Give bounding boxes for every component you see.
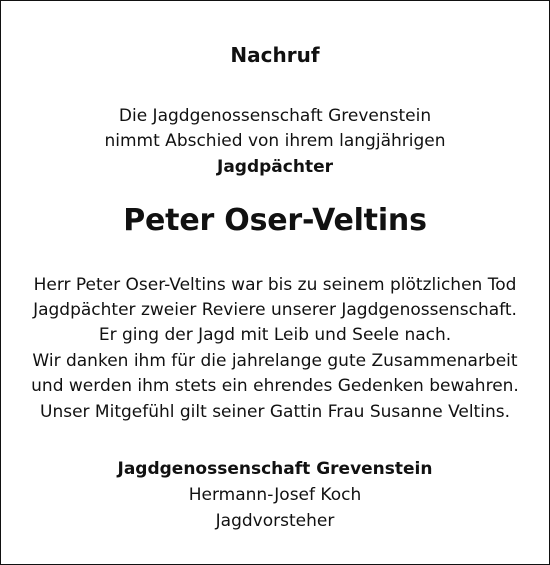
signature-role: Jagdvorsteher <box>215 511 335 531</box>
intro-line-farewell: nimmt Abschied von ihrem langjährigen <box>104 131 446 151</box>
body-line-6: Unser Mitgefühl gilt seiner Gattin Frau Susanne Veltins. <box>40 402 510 422</box>
notice-heading: Nachruf <box>230 43 320 67</box>
signature-organization: Jagdgenossenschaft Grevenstein <box>117 459 433 479</box>
body-line-2: Jagdpächter zweier Reviere unserer Jagdgenossenschaft. <box>33 300 517 320</box>
body-line-4: Wir danken ihm für die jahrelange gute Zusammenarbeit <box>32 351 518 371</box>
intro-line-organization: Die Jagdgenossenschaft Grevenstein <box>118 106 432 126</box>
intro-line-role: Jagdpächter <box>217 157 333 177</box>
deceased-name: Peter Oser-Veltins <box>123 203 427 238</box>
body-line-3: Er ging der Jagd mit Leib und Seele nach. <box>98 325 452 345</box>
body-line-1: Herr Peter Oser-Veltins war bis zu seinem plötzlichen Tod <box>33 275 517 295</box>
body-line-5: und werden ihm stets ein ehrendes Gedenken bewahren. <box>31 376 519 396</box>
signature-person: Hermann-Josef Koch <box>188 485 362 505</box>
